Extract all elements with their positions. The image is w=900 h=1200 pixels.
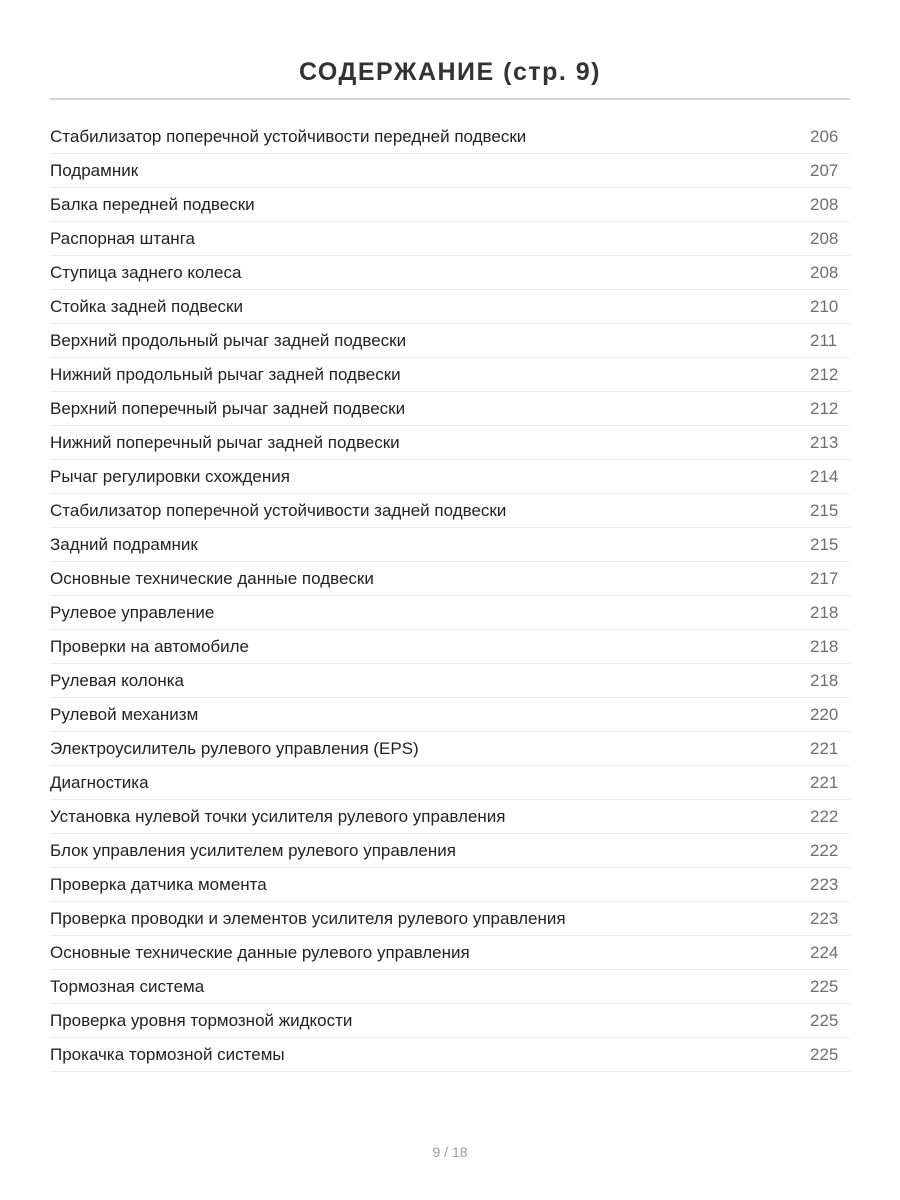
title-divider [50,98,850,100]
toc-entry-label: Рулевой механизм [50,705,199,724]
toc-entry[interactable] [50,324,850,358]
toc-entry-page: 212 [810,399,839,418]
toc-entry-page: 222 [810,841,839,860]
toc-entry[interactable] [50,1004,850,1038]
toc-entry[interactable] [50,562,850,596]
toc-entry-page: 213 [810,433,839,452]
toc-entry[interactable] [50,426,850,460]
toc-entry-page: 221 [810,773,839,792]
toc-entry[interactable] [50,256,850,290]
toc-entry[interactable] [50,766,850,800]
toc-entry-label: Проверка уровня тормозной жидкости [50,1011,353,1030]
toc-entry-label: Рулевая колонка [50,671,184,690]
toc-entry[interactable] [50,732,850,766]
toc-entry-label: Стабилизатор поперечной устойчивости передней подвески [50,127,527,146]
toc-entry-label: Ступица заднего колеса [50,263,242,282]
toc-entry-page: 207 [810,161,839,180]
toc-entry-page: 218 [810,671,839,690]
toc-entry-page: 215 [810,501,839,520]
toc-entry-label: Стабилизатор поперечной устойчивости задней подвески [50,501,507,520]
toc-entry[interactable] [50,188,850,222]
toc-entry-page: 218 [810,637,839,656]
toc-entry-page: 224 [810,943,839,962]
toc-entry-label: Рулевое управление [50,603,215,622]
toc-entry-label: Нижний поперечный рычаг задней подвески [50,433,400,452]
toc-entry-label: Балка передней подвески [50,195,255,214]
toc-entry-label: Распорная штанга [50,229,195,248]
toc-entry[interactable] [50,154,850,188]
toc-entry-page: 222 [810,807,839,826]
toc-entry-label: Проверки на автомобиле [50,637,250,656]
toc-entry[interactable] [50,528,850,562]
toc-entry-label: Блок управления усилителем рулевого управления [50,841,456,860]
toc-entry-page: 212 [810,365,839,384]
toc-entry-label: Проверка датчика момента [50,875,267,894]
toc-entry[interactable] [50,970,850,1004]
toc-entry-label: Рычаг регулировки схождения [50,467,290,486]
toc-entry-label: Диагностика [50,773,149,792]
toc-entry[interactable] [50,834,850,868]
toc-entry[interactable] [50,596,850,630]
toc-entry-page: 225 [810,1011,839,1030]
toc-entry-page: 215 [810,535,839,554]
toc-entry-page: 223 [810,875,839,894]
toc-entry-label: Электроусилитель рулевого управления (EPS) [50,739,419,758]
toc-entry[interactable] [50,290,850,324]
toc-entry-page: 208 [810,263,839,282]
toc-entry-page: 221 [810,739,839,758]
toc-entry-page: 218 [810,603,839,622]
toc-list [50,120,850,1072]
page-counter: 9 / 18 [432,1144,468,1160]
toc-entry-label: Основные технические данные подвески [50,569,374,588]
toc-entry-label: Нижний продольный рычаг задней подвески [50,365,401,384]
toc-entry-label: Стойка задней подвески [50,297,243,316]
toc-entry[interactable] [50,902,850,936]
toc-entry[interactable] [50,358,850,392]
toc-entry-page: 225 [810,1045,839,1064]
toc-entry-page: 208 [810,195,839,214]
toc-entry[interactable] [50,120,850,154]
toc-entry[interactable] [50,664,850,698]
toc-entry-label: Тормозная система [50,977,205,996]
toc-entry-label: Прокачка тормозной системы [50,1045,285,1064]
toc-entry-page: 223 [810,909,839,928]
page-title: СОДЕРЖАНИЕ (стр. 9) [298,57,602,86]
toc-entry[interactable] [50,222,850,256]
toc-entry-label: Задний подрамник [50,535,198,554]
toc-entry[interactable] [50,936,850,970]
toc-entry[interactable] [50,800,850,834]
toc-entry[interactable] [50,494,850,528]
toc-entry-page: 208 [810,229,839,248]
toc-entry[interactable] [50,698,850,732]
toc-entry[interactable] [50,868,850,902]
toc-entry-page: 220 [810,705,839,724]
toc-entry-page: 210 [810,297,839,316]
toc-entry-label: Подрамник [50,161,139,180]
toc-entry[interactable] [50,630,850,664]
toc-entry-label: Основные технические данные рулевого управления [50,943,470,962]
toc-entry-label: Верхний продольный рычаг задней подвески [50,331,407,350]
toc-entry[interactable] [50,460,850,494]
toc-entry-page: 214 [810,467,839,486]
toc-entry-page: 206 [810,127,839,146]
toc-entry-label: Проверка проводки и элементов усилителя рулевого управления [50,909,566,928]
toc-entry-label: Установка нулевой точки усилителя рулевого управления [50,807,506,826]
toc-entry-page: 211 [810,331,838,350]
toc-entry[interactable] [50,392,850,426]
toc-entry-label: Верхний поперечный рычаг задней подвески [50,399,406,418]
toc-entry-page: 217 [810,569,839,588]
toc-entry[interactable] [50,1038,850,1072]
toc-entry-page: 225 [810,977,839,996]
